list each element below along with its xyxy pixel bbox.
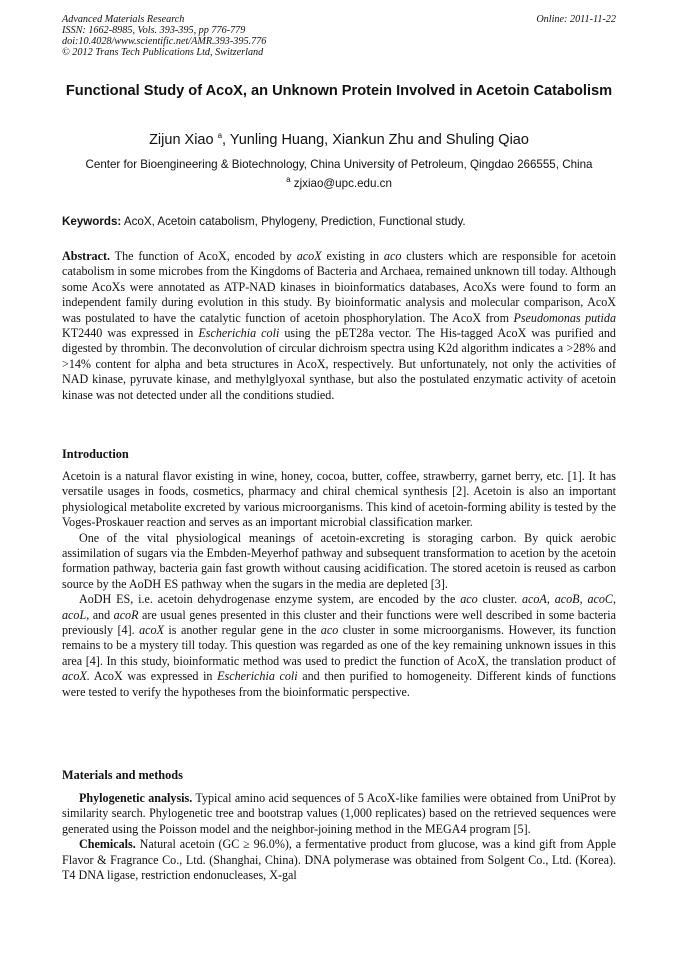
methods-heading: Materials and methods	[62, 768, 183, 782]
intro-text: ,	[546, 592, 555, 607]
methods-body	[62, 791, 616, 883]
paper-title: Functional Study of AcoX, an Unknown Protein Involved in Acetoin Catabolism	[65, 83, 613, 99]
keywords-text: AcoX, Acetoin catabolism, Phylogeny, Prediction, Functional study.	[121, 215, 466, 228]
intro-paragraph-1: Acetoin is a natural flavor existing in wine, honey, cocoa, butter, coffee, strawberry, garnet berry, etc. [1]. It has versatile usages in foods, cosmetics, pharmacy and chiral chemical synthesis [2]. Acetoin is also an important physiological metabolite excreted by various microorganisms. This kind of acetoin-forming ability is tested by the Voges-Proskauer reaction and serves as an important microbial classification marker.	[62, 469, 616, 530]
author-email	[62, 176, 616, 192]
journal-name: Advanced Materials Research	[62, 14, 185, 25]
phylogenetic-text: Typical amino acid sequences of 5 AcoX-like families were obtained from UniProt by similarity search. Phylogenetic tree and bootstrap values (1,000 replicates) based on the retrieved sequences were generated using the Poisson model and the neighbor-joining method in the MEGA4 program [5].	[62, 791, 616, 836]
intro-text: cluster.	[477, 592, 522, 607]
intro-gene: acoA	[521, 592, 547, 607]
affiliation: Center for Bioengineering & Biotechnology, China University of Petroleum, Qingdao 266555, China	[85, 158, 593, 171]
abstract-species: Pseudomonas putida	[513, 310, 616, 325]
author-sup: a	[217, 131, 223, 141]
chemicals-text: Natural acetoin (GC ≥ 96.0%), a fermentative product from glucose, was a kind gift from Apple Flavor & Fragrance Co., Ltd. (Shanghai, China). DNA polymerase was obtained from Solgent Co., Ltd. (Korea). T4 DNA ligase, restriction endonucleases, X-gal	[62, 837, 616, 883]
chemicals-label: Chemicals.	[79, 837, 136, 852]
intro-gene: acoC	[587, 592, 613, 607]
intro-text: ,	[613, 592, 617, 607]
intro-gene: aco	[460, 592, 478, 607]
methods-paragraph-chemicals	[62, 837, 616, 883]
phylogenetic-label: Phylogenetic analysis.	[79, 791, 193, 805]
intro-species: Escherichia coli	[217, 669, 298, 684]
author-first: Zijun Xiao	[149, 132, 218, 148]
abstract-text: clusters which are responsible for acetoin catabolism in some microbes from the Kingdoms of Bacteria and Archaea, remained unknown till today. Although some AcoXs were annotated as ATP-NAD kinases in bioinformatics databases, AcoXs were found to form an independent family during evolution in this study. By bioinformatic analysis and molecular comparison, AcoX was postulated to have the catalytic function of acetoin phosphorylation. The AcoX from	[62, 249, 616, 325]
journal-doi: doi:10.4028/www.scientific.net/AMR.393-395.776	[62, 36, 267, 47]
intro-gene: acoX.	[62, 669, 90, 684]
intro-text: , and	[86, 607, 114, 622]
abstract-text: The function of AcoX, encoded by	[110, 249, 297, 263]
intro-text: AoDH ES, i.e. acetoin dehydrogenase enzyme system, are encoded by the	[79, 592, 461, 607]
intro-text: and then purified to homogeneity. Different kinds of functions were tested to verify the hypotheses from the bioinformatic perspective.	[62, 669, 616, 699]
intro-gene: acoX	[139, 623, 164, 638]
online-date: Online: 2011-11-22	[536, 14, 616, 25]
author-list	[62, 131, 616, 149]
abstract-text: existing in	[321, 249, 384, 263]
journal-copyright: © 2012 Trans Tech Publications Ltd, Switzerland	[62, 47, 264, 58]
intro-gene: aco	[320, 623, 339, 638]
intro-gene: acoR	[113, 607, 139, 622]
abstract-label: Abstract.	[62, 249, 111, 263]
abstract-text: KT2440 was expressed in	[62, 326, 199, 341]
author-rest: , Yunling Huang, Xiankun Zhu and Shuling Qiao	[222, 132, 529, 148]
abstract-species: Escherichia coli	[198, 326, 280, 341]
intro-paragraph-2: One of the vital physiological meanings of acetoin-excreting is storaging carbon. By quick aerobic assimilation of sugars via the Embden-Meyerhof pathway and subsequent transformation to acetion by the acetoin formation pathway, bacteria gain fast growth without causing acidification. The stored acetoin is reused as carbon source by the AoDH ES pathway when the sugars in the media are depleted [3].	[62, 530, 616, 591]
abstract-gene: acoX	[296, 249, 322, 263]
intro-text: AcoX was expressed in	[89, 669, 218, 684]
intro-paragraph-3	[62, 592, 616, 700]
keywords	[62, 214, 616, 230]
intro-gene: acoL	[62, 607, 87, 622]
introduction-body	[62, 469, 616, 700]
abstract-gene: aco	[383, 249, 402, 263]
email-address: zjxiao@upc.edu.cn	[290, 177, 392, 190]
introduction-heading: Introduction	[62, 447, 129, 461]
abstract-text: using the pET28a vector. The His-tagged AcoX was purified and digested by thrombin. The deconvolution of circular dichroism spectra using K2d algorithm indicates a >28% and >14% content for alpha and beta structures in AcoX, respectively. But unfortunately, not only the activities of NAD kinase, pyruvate kinase, and methylglyoxal synthase, but also the postulated enzymatic activity of acetoin kinase was not detected under all the conditions studied.	[62, 326, 616, 402]
abstract	[62, 249, 616, 403]
email-sup: a	[286, 175, 291, 185]
intro-text: are usual genes presented in this cluster and their functions were well described in some bacteria previously [4].	[62, 607, 616, 638]
intro-gene: acoB	[554, 592, 580, 607]
intro-text: is another regular gene in the	[163, 623, 321, 638]
journal-header	[62, 14, 616, 58]
journal-issn: ISSN: 1662-8985, Vols. 393-395, pp 776-779	[62, 25, 246, 36]
keywords-label: Keywords:	[62, 215, 122, 228]
intro-text: cluster in some microorganisms. However, its function remains to be a mystery till today. This question was regarded as one of the key remaining unknown issues in this area [4]. In this study, bioinformatic method was used to predict the function of AcoX, the translation product of	[62, 623, 616, 668]
methods-paragraph-phylogenetic	[62, 791, 616, 837]
intro-text: ,	[579, 592, 588, 607]
